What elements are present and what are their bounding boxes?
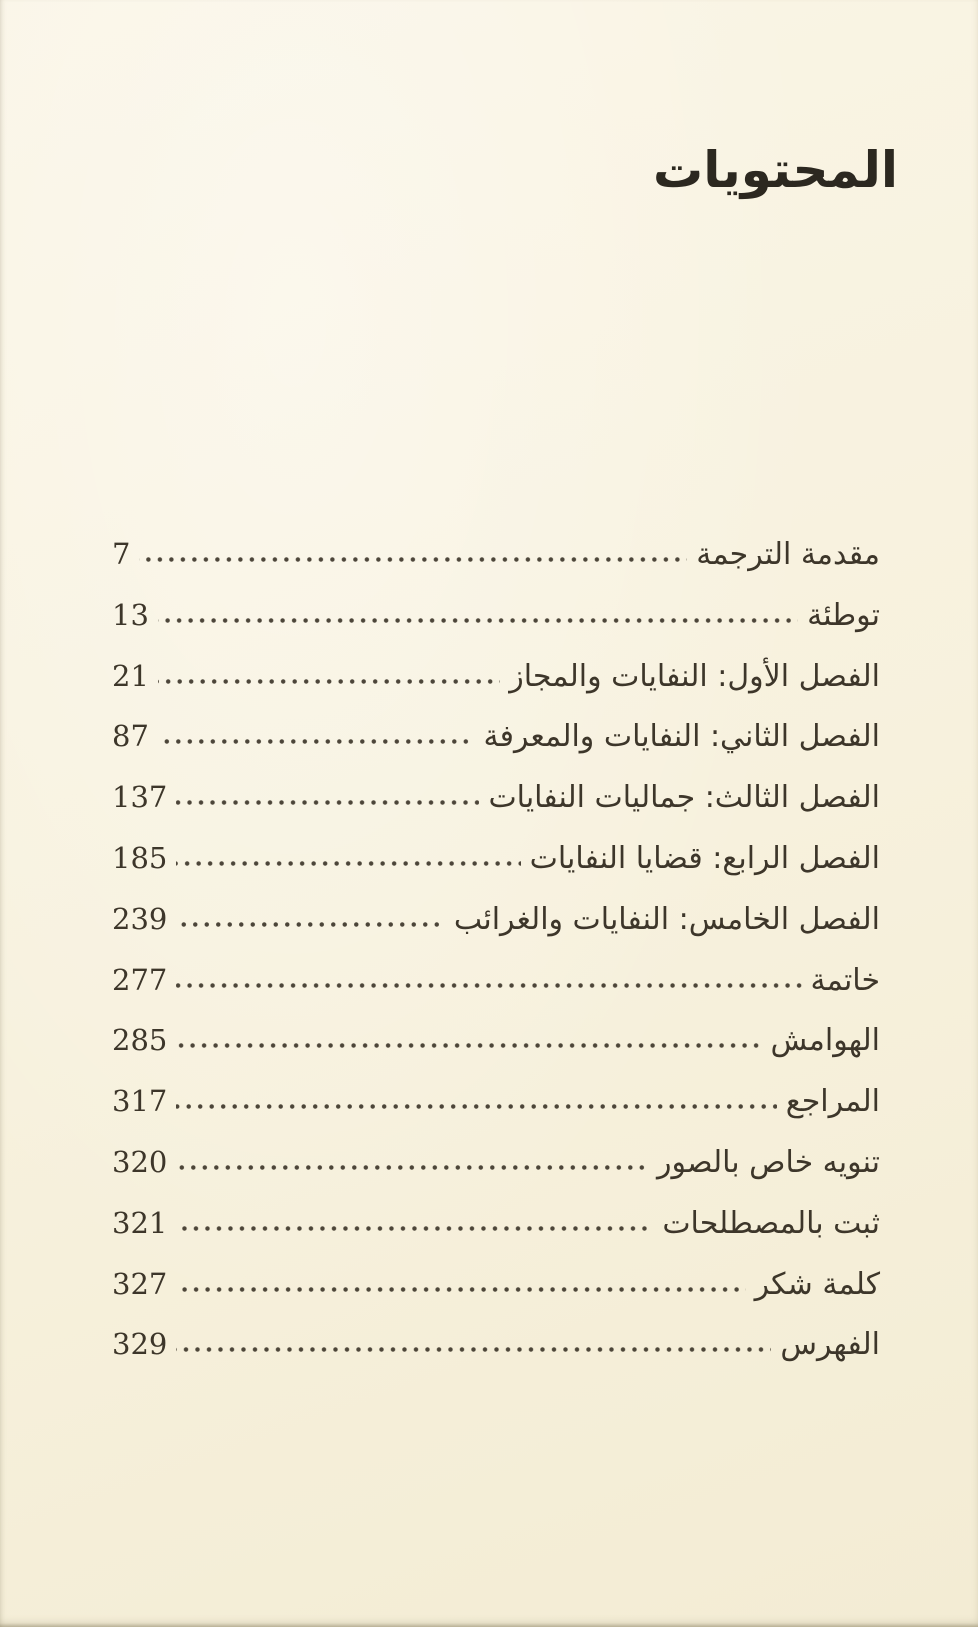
- dotted-leader: [176, 981, 801, 990]
- toc-entry: [112, 767, 880, 828]
- toc-entry: [112, 1193, 880, 1254]
- toc-entry-label: ثبت بالمصطلحات: [662, 1205, 880, 1241]
- dotted-leader: [176, 920, 445, 929]
- dotted-leader: [176, 1102, 776, 1111]
- toc-entry: [112, 950, 880, 1011]
- toc-entry-label: خاتمة: [810, 962, 880, 998]
- toc-entry-page-number: 87: [112, 719, 149, 754]
- toc-entry-label: الفهرس: [780, 1327, 880, 1363]
- dotted-leader: [176, 1345, 771, 1354]
- table-of-contents: [112, 524, 880, 1375]
- toc-entry-label: تنويه خاص بالصور: [657, 1144, 880, 1180]
- dotted-leader: [158, 737, 475, 746]
- toc-entry-label: الفصل الثاني: النفايات والمعرفة: [483, 719, 880, 755]
- toc-entry-page-number: 13: [112, 597, 149, 632]
- toc-entry-page-number: 277: [112, 962, 168, 997]
- dotted-leader: [176, 1041, 761, 1050]
- dotted-leader: [176, 1285, 745, 1294]
- toc-entry-label: الهوامش: [770, 1023, 880, 1059]
- toc-entry-page-number: 321: [112, 1205, 168, 1240]
- dotted-leader: [158, 616, 798, 625]
- toc-entry-page-number: 329: [112, 1327, 168, 1362]
- toc-entry-label: مقدمة الترجمة: [696, 537, 880, 572]
- dotted-leader: [176, 1224, 653, 1233]
- toc-entry: [112, 585, 880, 646]
- toc-entry: [112, 889, 880, 950]
- toc-entry-label: الفصل الخامس: النفايات والغرائب: [453, 901, 880, 937]
- toc-entry: [112, 524, 880, 585]
- toc-entry-page-number: 317: [112, 1084, 168, 1119]
- toc-entry-label: كلمة شكر: [754, 1266, 880, 1302]
- toc-entry-label: المراجع: [785, 1084, 880, 1120]
- toc-entry-page-number: 327: [112, 1266, 168, 1301]
- scan-bottom-edge: [0, 1623, 978, 1627]
- dotted-leader: [176, 798, 479, 807]
- dotted-leader: [158, 677, 500, 686]
- toc-entry: [112, 1071, 880, 1132]
- toc-entry-page-number: 7: [112, 537, 131, 571]
- dotted-leader: [139, 555, 687, 564]
- toc-entry-page-number: 285: [112, 1023, 168, 1058]
- toc-entry-label: الفصل الرابع: قضايا النفايات: [529, 840, 880, 876]
- page-title: المحتويات: [652, 141, 898, 199]
- dotted-leader: [176, 859, 520, 868]
- toc-entry-page-number: 21: [112, 658, 149, 693]
- dotted-leader: [176, 1163, 648, 1172]
- toc-entry: [112, 1254, 880, 1315]
- toc-entry-page-number: 137: [112, 780, 168, 815]
- toc-entry-label: الفصل الأول: النفايات والمجاز: [509, 658, 880, 694]
- toc-entry: [112, 1314, 880, 1375]
- toc-entry-page-number: 320: [112, 1144, 168, 1179]
- toc-entry: [112, 828, 880, 889]
- toc-entry-label: الفصل الثالث: جماليات النفايات: [488, 780, 880, 816]
- toc-entry: [112, 1132, 880, 1193]
- toc-entry-page-number: 239: [112, 901, 168, 936]
- toc-entry-label: توطئة: [807, 597, 880, 633]
- toc-entry: [112, 1010, 880, 1071]
- toc-entry: [112, 646, 880, 707]
- toc-entry: [112, 706, 880, 767]
- toc-entry-page-number: 185: [112, 840, 168, 875]
